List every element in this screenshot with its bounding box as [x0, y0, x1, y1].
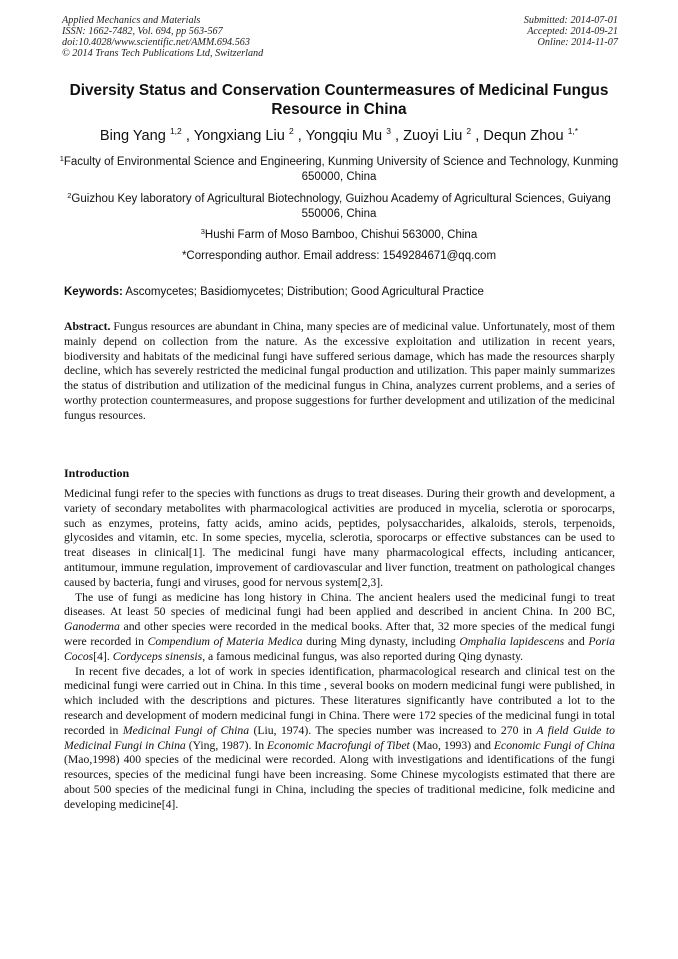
affiliation-1: [58, 155, 620, 184]
abstract-text: Fungus resources are abundant in China, many species are of medicinal value. Unfortunately, most of them mainly depend on collection from the nature. As the excessive exploitation and utilization in recent years, biodiversity and habitats of the medicinal fungi have suffered serious damage, which has made the resources sharply decline, which has severely restricted the medicinal fungal production and utilization. This paper mainly summarizes the status of distribution and utilization of the medicinal fungus in China, analyzes current problems, and a series of worthy protection countermeasures, and propose suggestions for further development and utilization of the medicinal fungus resources.: [64, 320, 615, 422]
affiliation-2: [58, 192, 620, 221]
submitted-date: Submitted: 2014-07-01: [523, 15, 618, 26]
author-name: Zuoyi Liu: [403, 128, 463, 144]
book-title: Medicinal Fungi of China: [122, 723, 250, 737]
author-affiliation-mark: 1,*: [567, 126, 579, 136]
book-title: Compendium of Materia Medica: [147, 634, 303, 648]
book-title: A field Guide to Medicinal Fungi in China: [64, 723, 615, 752]
paragraph-3: In recent five decades, a lot of work in species identification, pharmacological research and clinical test on the medicinal fungi were carried out in China. In this time , several books on modern medicinal fungi were published, in which included with the descriptions and pictures. These literatures significantly have contributed a lot to the research and development of modern medicinal fungi in China. There were 172 species of the medicinal fungi in total recorded in Medicinal Fungi of China (Liu, 1974). The species number was increased to 270 in A field Guide to Medicinal Fungi in China (Ying, 1987). In Economic Macrofungi of Tibet (Mao, 1993) and Economic Fungi of China (Mao,1998) 400 species of the medicinal were recorded. Along with investigations and identifications of the fungi resources, species of the medicinal fungi have been increasing. Some Chinese mycologists estimated that there are about 500 species of the medicinal fungi in China, including the species of traditional medicine, folk medicine and developing medicine[4].: [64, 664, 616, 811]
author-affiliation-mark: 2: [288, 126, 294, 136]
journal-info: [62, 15, 263, 59]
affiliation-mark: 2: [67, 191, 72, 200]
keywords: [64, 285, 620, 299]
introduction-body: [64, 487, 615, 813]
author-affiliation-mark: 3: [386, 126, 391, 136]
keywords-label: Keywords:: [64, 286, 123, 298]
author-name: Yongxiang Liu: [193, 128, 285, 144]
author-name: Bing Yang: [99, 128, 166, 144]
copyright-line: © 2014 Trans Tech Publications Ltd, Switzerland: [62, 48, 264, 59]
section-heading-introduction: Introduction: [64, 466, 130, 480]
species-name: Omphalia lapidescens: [459, 634, 565, 648]
affiliation-mark: 1: [59, 154, 64, 163]
species-name: Poria Cocos: [64, 634, 616, 663]
book-title: Economic Fungi of China: [493, 738, 616, 752]
affiliation-text: Hushi Farm of Moso Bamboo, Chishui 563000, China: [204, 229, 478, 241]
author-affiliation-mark: 1,2: [169, 126, 182, 136]
author-name: Dequn Zhou: [483, 128, 564, 144]
corresponding-author: *Corresponding author. Email address: 1549284671@qq.com: [181, 250, 497, 262]
book-title: Economic Macrofungi of Tibet: [267, 738, 410, 752]
paragraph-2: The use of fungi as medicine has long history in China. The ancient healers used the medicinal fungi to treat diseases. At least 50 species of medicinal fungi had been applied and described in ancient China. In 200 BC, Ganoderma and other species were recorded in the medical books. After that, 32 more species of the medical fungi were recorded in Compendium of Materia Medica during Ming dynasty, including Omphalia lapidescens and Poria Cocos[4]. Cordyceps sinensis, a famous medicinal fungus, was also reported during Qing dynasty.: [64, 590, 616, 663]
affiliation-mark: 3: [200, 227, 205, 236]
journal-name: Applied Mechanics and Materials: [62, 15, 201, 26]
affiliation-text: Faculty of Environmental Science and Engineering, Kunming University of Science and Technology, Kunming 650000, China: [63, 156, 619, 183]
accepted-date: Accepted: 2014-09-21: [527, 26, 618, 37]
species-name: Cordyceps sinensis: [112, 649, 203, 663]
abstract: [64, 320, 615, 423]
author-affiliation-mark: 2: [466, 126, 472, 136]
doi-line: doi:10.4028/www.scientific.net/AMM.694.563: [62, 37, 250, 48]
paper-title: Diversity Status and Conservation Countermeasures of Medicinal Fungus Resource in China: [69, 82, 609, 118]
author-name: Yongqiu Mu: [305, 128, 383, 144]
author-list: Bing Yang $^{1,2}$ , Yongxiang Liu $^2$ , Yongqiu Mu $^3$ , Zuoyi Liu $^2$ , Dequn Zhou $^{1,*}$: [99, 126, 579, 144]
online-date: Online: 2014-11-07: [537, 37, 618, 48]
affiliation-text: Guizhou Key laboratory of Agricultural Biotechnology, Guizhou Academy of Agricultural Sciences, Guiyang 550006, China: [71, 193, 611, 220]
species-name: Ganoderma: [64, 620, 120, 634]
keywords-text: Ascomycetes; Basidiomycetes; Distribution; Good Agricultural Practice: [122, 286, 484, 298]
submission-dates: [524, 15, 618, 48]
affiliation-3: [58, 228, 620, 243]
paragraph-1: Medicinal fungi refer to the species with functions as drugs to treat diseases. During their growth and development, a variety of secondary metabolites with pharmacological activities are produced in mycelia, sclerotia or sporocarps, such as enzymes, proteins, fatty acids, amino acids, peptides, polysaccharides, alkaloids, sterols, terpenoids, glycosides and vitamin, etc. In some species, mycelia, sclerotia, sporocarps or effective substances can be used to treat diseases in clinical[1]. The medicinal fungi have many pharmacological effects, including anticancer, antitumour, immune regulation, improvement of cardiovascular and liver function, treatment on pathological changes caused by bacteria, fungi and viruses, good for nervous system[2,3].: [64, 487, 615, 589]
issn-line: ISSN: 1662-7482, Vol. 694, pp 563-567: [62, 26, 223, 37]
abstract-label: Abstract.: [64, 320, 111, 333]
